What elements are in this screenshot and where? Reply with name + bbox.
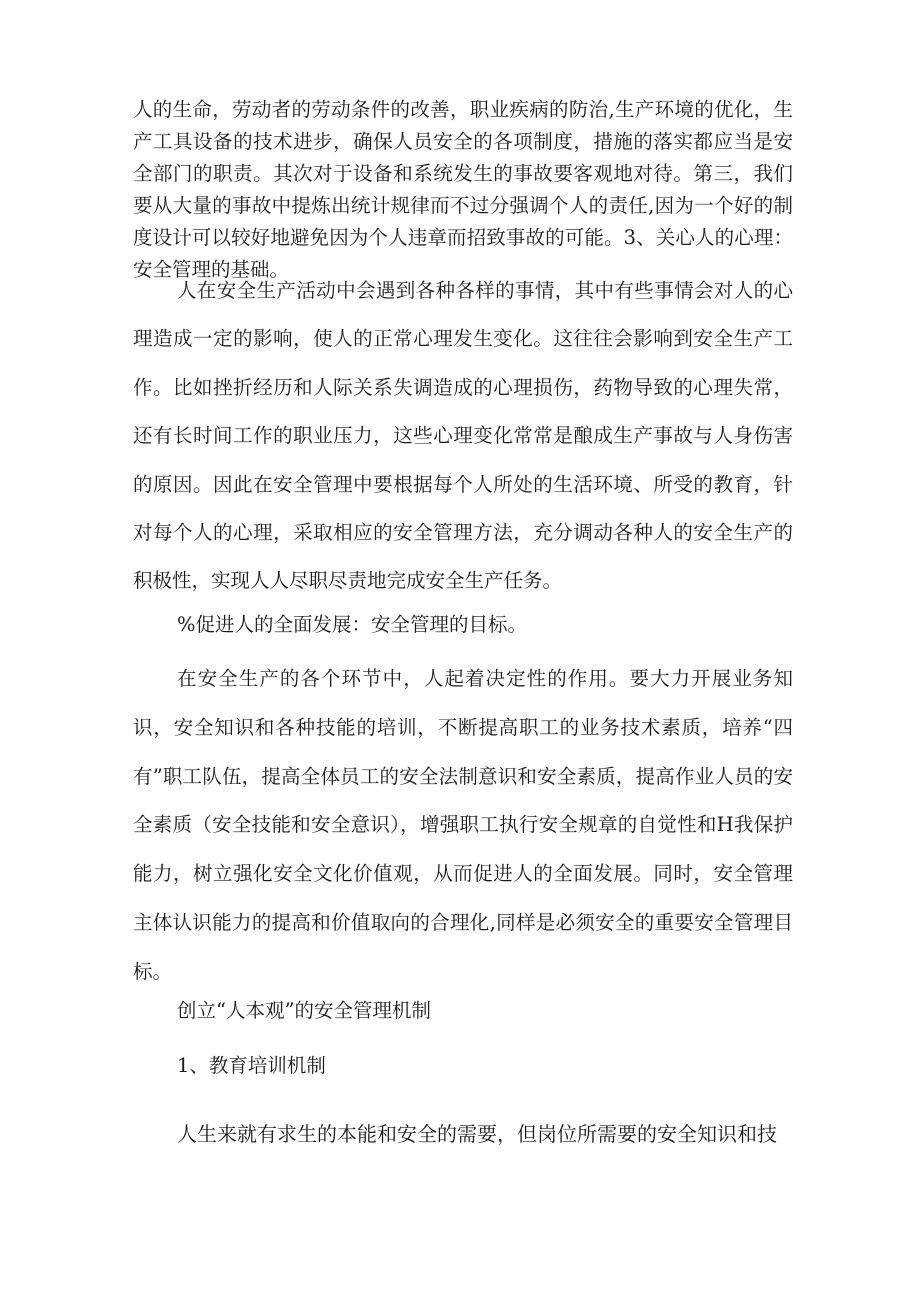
heading-development-goal: %促进人的全面发展：安全管理的目标。	[177, 613, 528, 636]
paragraph-instinct: 人生来就有求生的本能和安全的需要，但岗位所需要的安全知识和技	[177, 1122, 777, 1146]
heading-mechanism: 创立“人本观”的安全管理机制	[177, 999, 431, 1022]
paragraph-training: 在安全生产的各个环节中，人起着决定性的作用。要大力开展业务知识，安全知识和各种技能的培训，不断提高职工的业务技术素质，培养“四有”职工队伍，提高全体员工的安全法制意识和安全素质，提高作业人员的安全素质（安全技能和安全意识），增强职工执行安全规章的自觉性和H我保护能力，树立强化安全文化价值观，从而促进人的全面发展。同时，安全管理主体认识能力的提高和价值取向的合理化,同样是必须安全的重要安全管理目标。	[133, 667, 793, 983]
paragraph-safety-duties: 人的生命，劳动者的劳动条件的改善，职业疾病的防治,生产环境的优化，生产工具设备的技术进步，确保人员安全的各项制度，措施的落实都应当是安全部门的职责。其次对于设备和系统发生的事故要客观地对待。第三，我们要从大量的事故中提炼出统计规律而不过分强调个人的责任,因为一个好的制度设计可以较好地避免因为个人违章而招致事故的可能。3、关心人的心理：安全管理的基础。	[133, 98, 793, 281]
paragraph-psychology: 人在安全生产活动中会遇到各种各样的事情，其中有些事情会对人的心理造成一定的影响，使人的正常心理发生变化。这往往会影响到安全生产工作。比如挫折经历和人际关系失调造成的心理损伤，药物导致的心理失常，还有长时间工作的职业压力，这些心理变化常常是酿成生产事故与人身伤害的原因。因此在安全管理中要根据每个人所处的生活环境、所受的教育，针对每个人的心理，采取相应的安全管理方法，充分调动各种人的安全生产的积极性，实现人人尽职尽责地完成安全生产任务。	[133, 279, 793, 593]
heading-education-training: 1、教育培训机制	[177, 1054, 326, 1077]
